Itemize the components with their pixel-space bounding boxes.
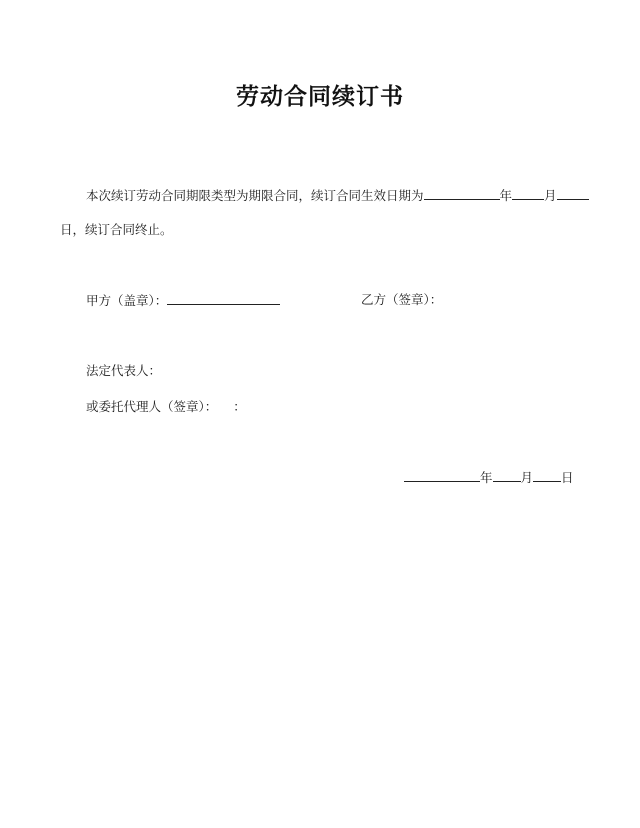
signing-day-blank (533, 468, 561, 482)
month-label: 月 (544, 188, 557, 203)
signing-month-label: 月 (520, 470, 534, 485)
legal-representative-label: 法定代表人： (86, 363, 162, 378)
authorized-agent-line (86, 398, 246, 416)
party-a-signature-blank (167, 291, 280, 305)
effective-year-blank (424, 186, 500, 200)
signing-date-line (404, 468, 574, 487)
document-title: 劳动合同续订书 (236, 84, 404, 110)
party-a-label: 甲方（盖章）： (86, 293, 168, 308)
effective-month-blank (512, 186, 544, 200)
party-a-signature-line (86, 291, 280, 310)
signing-month-blank (493, 468, 521, 482)
signing-day-label: 日 (561, 470, 574, 485)
signing-year-blank (404, 468, 480, 482)
renewal-paragraph-line-1 (86, 186, 589, 205)
year-label: 年 (499, 188, 513, 203)
renewal-paragraph-text: 本次续订劳动合同期限类型为期限合同，续订合同生效日期为 (86, 188, 424, 203)
party-b-label: 乙方（签章）： (361, 292, 443, 307)
signing-year-label: 年 (480, 470, 493, 485)
authorized-agent-colon: ： (233, 399, 246, 414)
renewal-paragraph-line-2: 日，续订合同终止。 (60, 222, 173, 237)
effective-day-blank (557, 186, 589, 200)
authorized-agent-label: 或委托代理人（签章）： (86, 399, 218, 414)
